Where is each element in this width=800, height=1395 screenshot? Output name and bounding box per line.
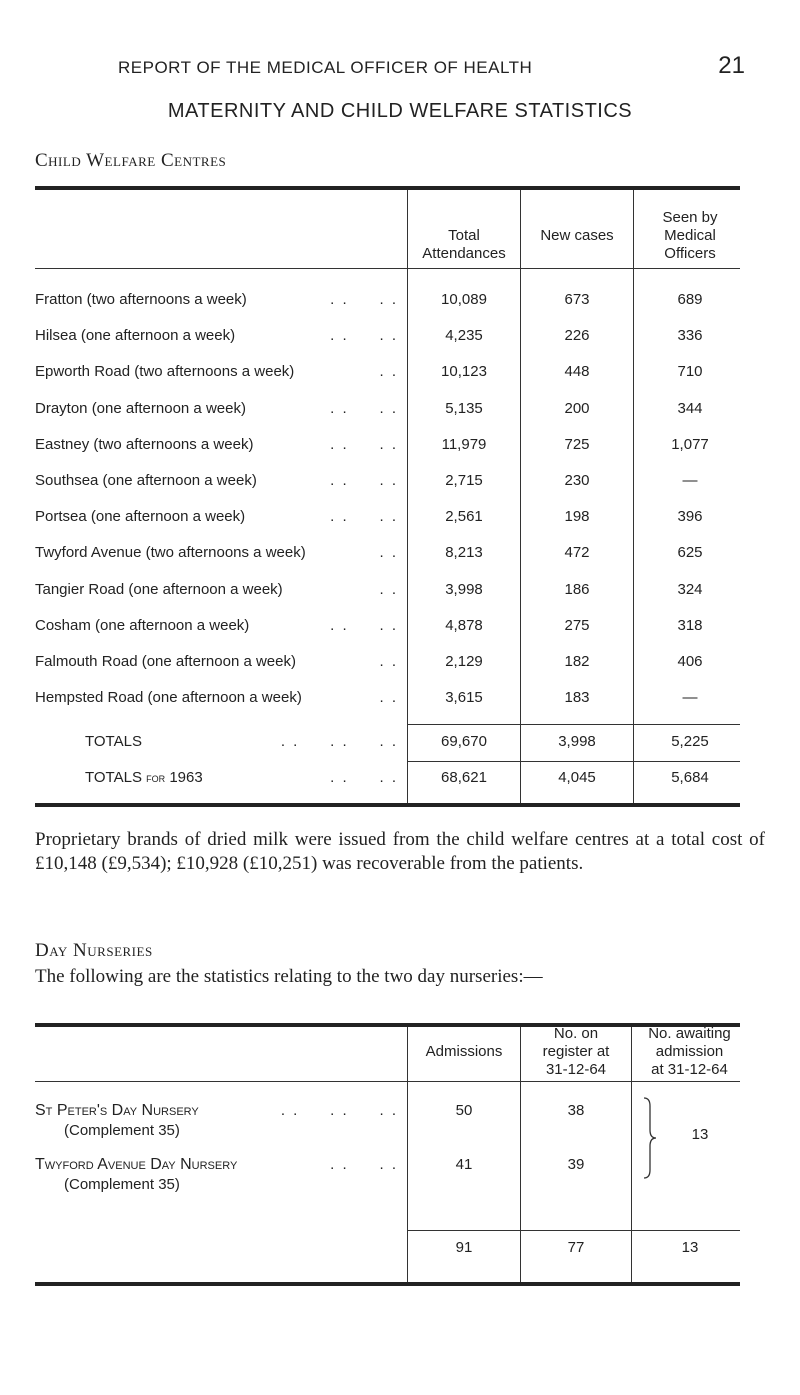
leader-dots: . . . . bbox=[330, 1156, 398, 1173]
col-header-seen-by-medical-officers: Seen by Medical Officers bbox=[662, 209, 718, 262]
seen-value: 406 bbox=[677, 653, 703, 670]
admissions-value: 50 bbox=[455, 1102, 473, 1119]
awaiting-combined-value: 13 bbox=[691, 1126, 709, 1143]
prev-year-label bbox=[85, 769, 203, 786]
centre-label: Cosham (one afternoon a week) bbox=[35, 616, 250, 634]
total-seen-value: 5,225 bbox=[671, 733, 709, 750]
col-header-total-attendances: Total Attendances bbox=[422, 227, 506, 262]
new-cases-value: 182 bbox=[564, 653, 590, 670]
seen-value: 625 bbox=[677, 544, 703, 562]
leader-dots: . . bbox=[379, 653, 398, 670]
seen-value: 689 bbox=[677, 291, 703, 308]
centre-label: Portsea (one afternoon a week) bbox=[35, 508, 246, 526]
total-register-value: 77 bbox=[567, 1239, 585, 1256]
nursery-name: Twyford Avenue Day Nursery bbox=[35, 1156, 238, 1173]
new-cases-value: 725 bbox=[564, 435, 590, 453]
seen-value: 396 bbox=[677, 508, 703, 526]
admissions-value: 41 bbox=[455, 1156, 473, 1173]
centre-label: Drayton (one afternoon a week) bbox=[35, 399, 246, 417]
leader-dots: . . . . bbox=[330, 291, 398, 308]
centre-label: Epworth Road (two afternoons a week) bbox=[35, 363, 295, 381]
new-cases-value: 275 bbox=[564, 616, 590, 634]
new-cases-value: 186 bbox=[564, 580, 590, 598]
nursery-complement: (Complement 35) bbox=[64, 1176, 180, 1193]
leader-dots: . . . . bbox=[330, 769, 398, 786]
centre-label: Hilsea (one afternoon a week) bbox=[35, 327, 236, 345]
register-value: 39 bbox=[567, 1156, 585, 1173]
new-cases-value: 183 bbox=[564, 689, 590, 707]
total-admissions-value: 91 bbox=[455, 1239, 473, 1256]
welfare-heading: Child Welfare Centres bbox=[35, 150, 227, 171]
leader-dots: . . bbox=[379, 580, 398, 598]
new-cases-value: 198 bbox=[564, 508, 590, 526]
nurseries-intro: The following are the statistics relating to the two day nurseries:— bbox=[35, 966, 543, 987]
attendances-value: 10,123 bbox=[441, 363, 487, 381]
total-new-cases-value: 3,998 bbox=[558, 733, 596, 750]
leader-dots: . . . . . . bbox=[280, 1102, 398, 1119]
table-bottom-rule bbox=[35, 803, 740, 807]
leader-dots: . . bbox=[379, 689, 398, 707]
attendances-value: 4,878 bbox=[445, 616, 483, 634]
attendances-value: 10,089 bbox=[441, 291, 487, 308]
leader-dots: . . bbox=[379, 363, 398, 381]
attendances-value: 3,615 bbox=[445, 689, 483, 707]
page-number: 21 bbox=[718, 52, 745, 79]
page-title: MATERNITY AND CHILD WELFARE STATISTICS bbox=[167, 100, 633, 122]
centre-label: Eastney (two afternoons a week) bbox=[35, 435, 254, 453]
leader-dots: . . . . bbox=[330, 399, 398, 417]
new-cases-value: 230 bbox=[564, 472, 590, 489]
attendances-value: 4,235 bbox=[445, 327, 483, 345]
seen-value: 710 bbox=[677, 363, 703, 381]
seen-value: 344 bbox=[677, 399, 703, 417]
attendances-value: 5,135 bbox=[445, 399, 483, 417]
leader-dots: . . . . bbox=[330, 435, 398, 453]
seen-value: 324 bbox=[677, 580, 703, 598]
column-rule bbox=[407, 190, 408, 804]
leader-dots: . . bbox=[379, 544, 398, 562]
totals-rule bbox=[407, 1230, 740, 1231]
centre-label: Falmouth Road (one afternoon a week) bbox=[35, 653, 296, 670]
seen-value: — bbox=[682, 689, 698, 707]
attendances-value: 11,979 bbox=[441, 435, 487, 453]
header-rule bbox=[35, 268, 740, 269]
prev-seen-value: 5,684 bbox=[671, 769, 709, 786]
attendances-value: 2,129 bbox=[445, 653, 483, 670]
column-rule bbox=[633, 190, 634, 804]
new-cases-value: 673 bbox=[564, 291, 590, 308]
centre-label: Hempsted Road (one afternoon a week) bbox=[35, 689, 302, 707]
table-top-rule bbox=[35, 186, 740, 190]
prev-year-label-main: TOTALS bbox=[85, 769, 142, 786]
centre-label: Tangier Road (one afternoon a week) bbox=[35, 580, 283, 598]
centre-label: Twyford Avenue (two afternoons a week) bbox=[35, 544, 306, 562]
attendances-value: 2,561 bbox=[445, 508, 483, 526]
running-title: REPORT OF THE MEDICAL OFFICER OF HEALTH bbox=[118, 58, 533, 77]
seen-value: 1,077 bbox=[671, 435, 709, 453]
centre-label: Fratton (two afternoons a week) bbox=[35, 291, 247, 308]
seen-value: 318 bbox=[677, 616, 703, 634]
centre-label: Southsea (one afternoon a week) bbox=[35, 472, 257, 489]
new-cases-value: 448 bbox=[564, 363, 590, 381]
prev-year-label-year: 1963 bbox=[169, 769, 203, 786]
col-header-admissions: Admissions bbox=[425, 1043, 503, 1060]
prev-attendances-value: 68,621 bbox=[441, 769, 487, 786]
attendances-value: 2,715 bbox=[445, 472, 483, 489]
seen-value: — bbox=[682, 472, 698, 489]
leader-dots: . . . . bbox=[330, 508, 398, 526]
prev-new-cases-value: 4,045 bbox=[558, 769, 596, 786]
totals-rule bbox=[407, 724, 740, 725]
nursery-complement: (Complement 35) bbox=[64, 1122, 180, 1139]
leader-dots: . . . . . . bbox=[280, 733, 398, 750]
leader-dots: . . . . bbox=[330, 327, 398, 345]
new-cases-value: 200 bbox=[564, 399, 590, 417]
prev-year-label-small: for bbox=[146, 770, 166, 785]
totals-label: TOTALS bbox=[85, 733, 142, 750]
attendances-value: 8,213 bbox=[445, 544, 483, 562]
prev-year-rule bbox=[407, 761, 740, 762]
header-rule bbox=[35, 1081, 740, 1082]
column-rule bbox=[520, 190, 521, 804]
seen-value: 336 bbox=[677, 327, 703, 345]
leader-dots: . . . . bbox=[330, 472, 398, 489]
attendances-value: 3,998 bbox=[445, 580, 483, 598]
leader-dots: . . . . bbox=[330, 616, 398, 634]
register-value: 38 bbox=[567, 1102, 585, 1119]
col-header-new-cases: New cases bbox=[540, 227, 614, 244]
milk-paragraph: Proprietary brands of dried milk were issued from the child welfare centres at a total cost of £10,148 (£9,534); £10,928 (£10,251) was recoverable from the patients. bbox=[35, 829, 765, 874]
nursery-name: St Peter's Day Nursery bbox=[35, 1102, 199, 1119]
col-header-awaiting: No. awaiting admission at 31-12-64 bbox=[648, 1025, 731, 1078]
table-bottom-rule bbox=[35, 1282, 740, 1286]
total-attendances-value: 69,670 bbox=[441, 733, 487, 750]
new-cases-value: 226 bbox=[564, 327, 590, 345]
nurseries-heading: Day Nurseries bbox=[35, 940, 153, 961]
col-header-register: No. on register at 31-12-64 bbox=[542, 1025, 610, 1078]
column-rule bbox=[407, 1027, 408, 1282]
new-cases-value: 472 bbox=[564, 544, 590, 562]
total-awaiting-value: 13 bbox=[681, 1239, 699, 1256]
